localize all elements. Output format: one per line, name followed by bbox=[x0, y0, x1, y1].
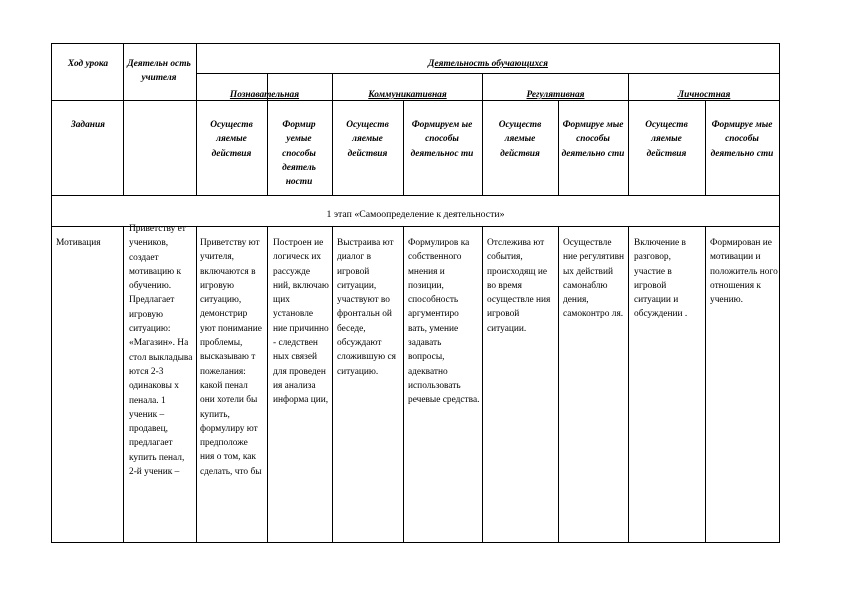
table-border-left bbox=[51, 43, 52, 543]
header-sub-pers-methods: Формируе мые способы деятельно сти bbox=[710, 120, 774, 159]
header-sub-reg-methods: Формируе мые способы деятельно сти bbox=[561, 120, 625, 159]
header-sub-pers-actions: Осуществ ляемые действия bbox=[645, 120, 688, 159]
header-sub-cog-methods: Формир уемые способы деятель ности bbox=[282, 120, 316, 188]
column-divider bbox=[705, 100, 706, 195]
personal-methods-text: Формирован ие мотивации и положитель ного отношения к учению. bbox=[710, 238, 778, 306]
header-sub-com-methods: Формируем ые способы деятельнос ти bbox=[410, 120, 474, 159]
header-sub-cog-actions: Осуществ ляемые действия bbox=[210, 120, 253, 159]
column-divider bbox=[196, 226, 197, 542]
header-divider bbox=[196, 73, 780, 74]
header-divider bbox=[51, 195, 780, 196]
teacher-activity-text: Приветству ет учеников, создает мотивацию к обучению. Предлагает игровую ситуацию: «Магазин». На стол выкладыва ются 2-3 одинаковы х пенала. 1 ученик – продавец, предлагает купить пенал, 2-й ученик – bbox=[129, 224, 193, 478]
cognitive-actions-text: Приветству ют учителя, включаются в игровую ситуацию, демонстрир уют понимание проблемы, высказываю т пожелания: какой пенал они хотели бы купить, формулиру ют предположе ния о том, как сделать, что бы bbox=[200, 238, 262, 477]
header-sub-reg-actions: Осуществ ляемые действия bbox=[498, 120, 542, 159]
regulatory-actions-text: Отслежива ют события, происходящ ие во время осуществле ния игровой ситуации. bbox=[487, 238, 551, 334]
header-group-regulatory: Регулятивная bbox=[526, 90, 585, 100]
column-divider bbox=[123, 226, 124, 542]
column-divider bbox=[332, 226, 333, 542]
row-label: Мотивация bbox=[56, 238, 101, 248]
column-divider bbox=[403, 226, 404, 542]
column-divider bbox=[628, 226, 629, 542]
table-border-right bbox=[779, 43, 780, 543]
communicative-actions-text: Выстраива ют диалог в игровой ситуации, участвуют во фронтальн ой беседе, обсуждают сложившую ся ситуацию. bbox=[337, 238, 396, 377]
column-divider bbox=[267, 226, 268, 542]
lesson-plan-table bbox=[51, 43, 780, 543]
communicative-methods-text: Формулиров ка собственного мнения и позиции, способность аргументиро вать, умение задавать вопросы, адекватно использовать речевые средства. bbox=[408, 238, 480, 406]
cognitive-methods-text: Построен ие логическ их рассужде ний, включаю щих установле ние причинно - следствен ных связей для проведен ия анализа информа ции, bbox=[273, 238, 329, 406]
regulatory-methods-text: Осуществле ние регулятивн ых действий самонаблю дения, самоконтро ля. bbox=[563, 238, 625, 320]
header-sub-com-actions: Осуществ ляемые действия bbox=[346, 120, 389, 159]
header-tasks: Задания bbox=[70, 120, 106, 130]
column-divider bbox=[705, 226, 706, 542]
header-teacher-activity: Деятельн ость учителя bbox=[127, 59, 191, 84]
column-divider bbox=[403, 100, 404, 195]
column-divider bbox=[482, 226, 483, 542]
personal-actions-text: Включение в разговор, участие в игровой ситуации и обсуждении . bbox=[634, 238, 688, 320]
column-divider bbox=[558, 100, 559, 195]
stage-title: 1 этап «Самоопределение к деятельности» bbox=[326, 209, 505, 220]
header-lesson-course: Ход урока bbox=[67, 59, 109, 69]
header-group-cognitive: Познавательная bbox=[229, 90, 300, 100]
table-border-top bbox=[51, 43, 780, 44]
header-group-personal: Личностная bbox=[677, 90, 731, 100]
column-divider bbox=[558, 226, 559, 542]
header-group-communicative: Коммуникативная bbox=[368, 90, 447, 100]
table-border-bottom bbox=[51, 542, 780, 543]
header-student-activity: Деятельность обучающихся bbox=[428, 59, 548, 69]
column-divider bbox=[123, 43, 124, 195]
